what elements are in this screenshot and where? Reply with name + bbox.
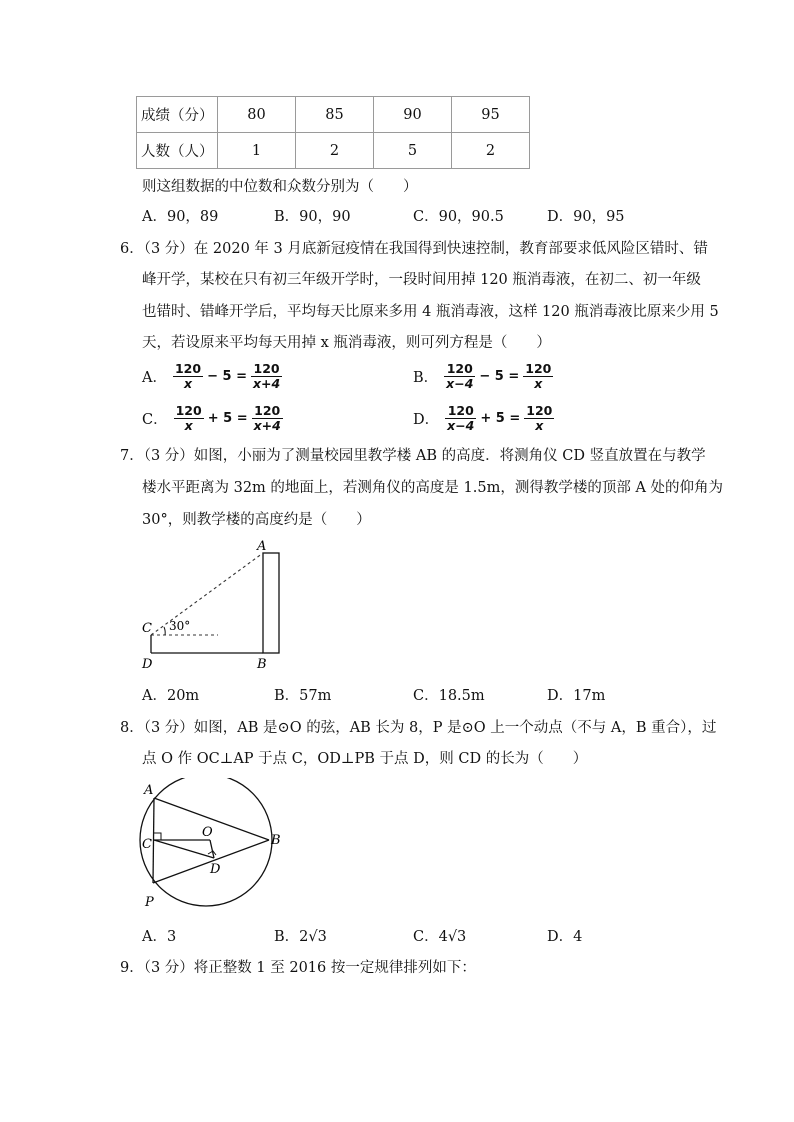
table-row	[137, 97, 530, 133]
q5-option-c: C．90，90.5	[413, 209, 504, 225]
q8-option-a: A．3	[142, 929, 177, 945]
label-p: P	[145, 895, 154, 910]
fraction: $\frac{120}{x}$	[525, 360, 552, 391]
operator: − 5 =	[479, 368, 520, 384]
fraction: $\frac{120}{x+4}$	[252, 360, 281, 391]
right-angle-mark-d	[208, 851, 216, 855]
fraction: $\frac{120}{x}$	[174, 360, 202, 391]
label-c: C	[142, 837, 152, 852]
option-label: B．	[413, 369, 439, 386]
q8-line-2: 点 O 作 OC⊥AP 于点 C，OD⊥PB 于点 D，则 CD 的长为（ ）	[142, 751, 588, 767]
table-cell: 90	[374, 97, 452, 133]
q7-option-b: B．57m	[274, 688, 332, 704]
table-cell: 85	[296, 97, 374, 133]
q9-line: 9．（3 分）将正整数 1 至 2016 按一定规律排列如下：	[120, 960, 476, 976]
operator: + 5 =	[480, 410, 521, 426]
q6-option-d	[413, 398, 554, 438]
q5-option-d: D．90，95	[547, 209, 625, 225]
q6-line-3: 也错时、错峰开学后，平均每天比原来多用 4 瓶消毒液，这样 120 瓶消毒液比原来少用 5	[142, 304, 719, 320]
segment-od	[210, 840, 214, 858]
angle-arc	[164, 627, 165, 635]
segment-cd	[154, 840, 214, 858]
q6-line-2: 峰开学，某校在只有初三年级开学时，一段时间用掉 120 瓶消毒液，在初二、初一年级	[142, 272, 701, 288]
q7-option-a: A．20m	[142, 688, 200, 704]
label-d: D	[210, 862, 221, 877]
operator: + 5 =	[207, 410, 248, 426]
right-angle-mark-c	[154, 833, 161, 840]
q8-option-c: C．4√3	[413, 929, 467, 945]
label-d: D	[142, 657, 153, 672]
q6-option-b	[413, 356, 553, 396]
q7-option-d: D．17m	[547, 688, 606, 704]
angle-label: 30°	[169, 619, 191, 633]
q6-option-c	[142, 398, 283, 438]
circle-chord-figure	[130, 778, 290, 913]
sight-line	[151, 553, 263, 635]
q6-line-1: 6．（3 分）在 2020 年 3 月底新冠疫情在我国得到快速控制，教育部要求低风险区错时、错	[120, 241, 708, 257]
q7-line-2: 楼水平距离为 32m 的地面上，若测角仪的高度是 1.5m，测得教学楼的顶部 A 处的仰角为	[142, 480, 724, 496]
option-label: D．	[413, 411, 440, 428]
operator: − 5 =	[207, 368, 247, 384]
building-elevation-figure	[130, 535, 300, 675]
q7-line-3: 30°，则教学楼的高度约是（ ）	[142, 512, 371, 528]
table-cell: 2	[296, 133, 374, 169]
fraction: $\frac{120}{x-4}$	[447, 402, 475, 433]
label-a: A	[257, 539, 267, 554]
table-cell: 95	[452, 97, 530, 133]
label-o: O	[202, 825, 213, 840]
fraction: $\frac{120}{x}$	[175, 402, 202, 433]
table-cell: 5	[374, 133, 452, 169]
q5-stem: 则这组数据的中位数和众数分别为（ ）	[142, 179, 418, 195]
table-cell: 1	[218, 133, 296, 169]
q6-line-4: 天，若设原来平均每天用掉 x 瓶消毒液，则可列方程是（ ）	[142, 335, 551, 351]
label-c: C	[142, 621, 152, 636]
q5-option-a: A．90，89	[142, 209, 219, 225]
q8-line-1: 8．（3 分）如图，AB 是⊙O 的弦，AB 长为 8，P 是⊙O 上一个动点（不与 A，B 重合），过	[120, 720, 717, 736]
label-b: B	[271, 833, 281, 848]
table-cell: 2	[452, 133, 530, 169]
table-row-header: 人数（人）	[137, 133, 218, 169]
q5-option-b: B．90，90	[274, 209, 351, 225]
option-label: A．	[142, 369, 167, 386]
option-label: C．	[142, 411, 168, 428]
q7-option-c: C．18.5m	[413, 688, 485, 704]
table-cell: 80	[218, 97, 296, 133]
label-a: A	[144, 783, 154, 798]
label-b: B	[257, 657, 267, 672]
q8-option-b: B．2√3	[274, 929, 327, 945]
table-row-header: 成绩（分）	[137, 97, 218, 133]
building-ab	[263, 553, 279, 653]
fraction: $\frac{120}{x+4}$	[253, 402, 281, 433]
q7-line-1: 7．（3 分）如图，小丽为了测量校园里教学楼 AB 的高度．将测角仪 CD 竖直放置在与教学	[120, 448, 706, 464]
q6-option-a	[142, 356, 282, 396]
fraction: $\frac{120}{x}$	[526, 402, 553, 433]
q8-option-d: D．4	[547, 929, 583, 945]
table-row	[137, 133, 530, 169]
score-table	[136, 96, 530, 169]
fraction: $\frac{120}{x-4}$	[446, 360, 474, 391]
